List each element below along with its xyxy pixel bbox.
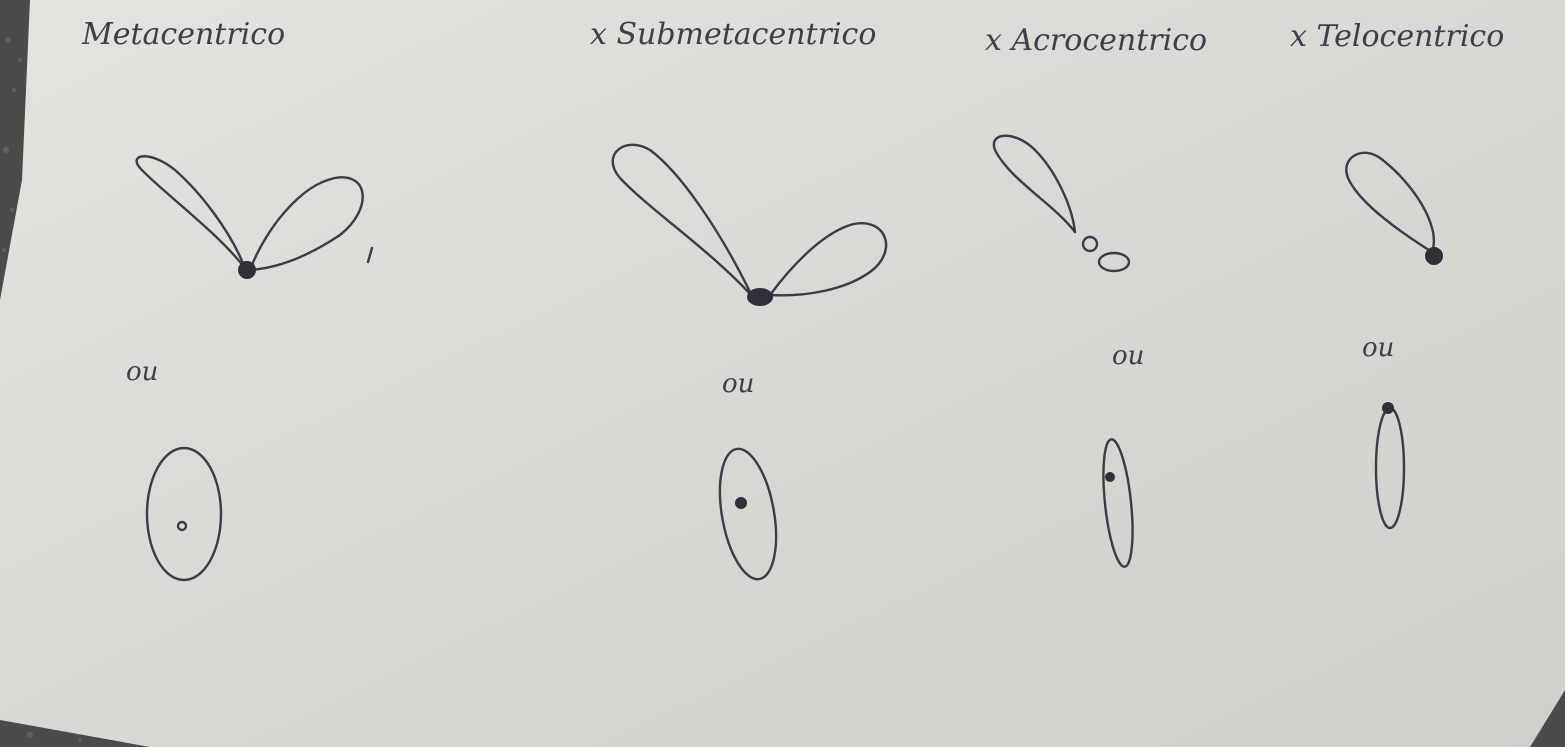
centromere-submetacentric bbox=[748, 289, 772, 305]
centromere-metacentric bbox=[239, 262, 255, 278]
label-acrocentric: x Acrocentrico bbox=[985, 23, 1208, 58]
or-word-1: ou bbox=[126, 357, 159, 387]
or-word-2: ou bbox=[722, 369, 755, 399]
label-submetacentric: x Submetacentrico bbox=[590, 17, 877, 52]
or-word-4: ou bbox=[1362, 333, 1395, 363]
centromere-telocentric bbox=[1426, 248, 1442, 264]
label-metacentric: Metacentrico bbox=[82, 17, 286, 52]
or-word-3: ou bbox=[1112, 341, 1145, 371]
label-telocentric: x Telocentrico bbox=[1290, 19, 1505, 54]
